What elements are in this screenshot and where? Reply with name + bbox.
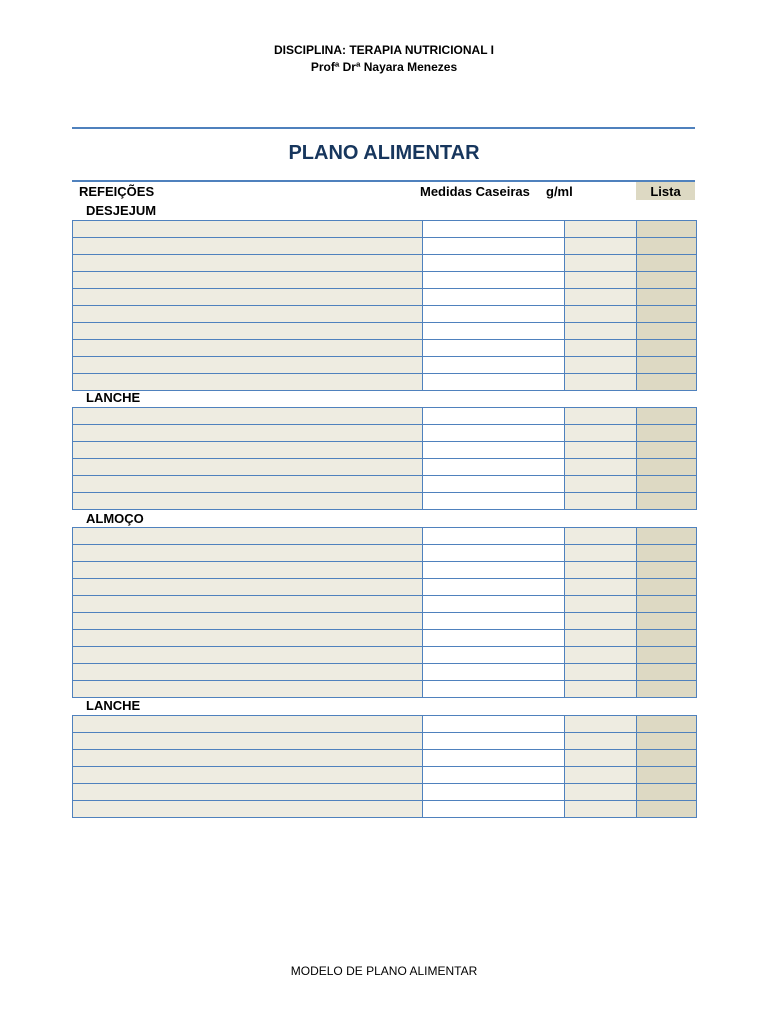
- list-cell[interactable]: [637, 357, 697, 374]
- food-cell[interactable]: [73, 374, 423, 391]
- food-cell[interactable]: [73, 425, 423, 442]
- household-measure-cell[interactable]: [423, 238, 565, 255]
- household-measure-cell[interactable]: [423, 647, 565, 664]
- food-cell[interactable]: [73, 596, 423, 613]
- gml-cell[interactable]: [565, 596, 637, 613]
- list-cell[interactable]: [637, 733, 697, 750]
- household-measure-cell[interactable]: [423, 476, 565, 493]
- food-cell[interactable]: [73, 750, 423, 767]
- food-cell[interactable]: [73, 664, 423, 681]
- list-cell[interactable]: [637, 408, 697, 425]
- household-measure-cell[interactable]: [423, 630, 565, 647]
- professor-line: Profª Drª Nayara Menezes: [310, 60, 458, 74]
- food-cell[interactable]: [73, 323, 423, 340]
- table-row: [73, 801, 697, 818]
- food-cell[interactable]: [73, 238, 423, 255]
- gml-cell[interactable]: [565, 733, 637, 750]
- list-cell[interactable]: [637, 306, 697, 323]
- table-row: [73, 613, 697, 630]
- household-measure-cell[interactable]: [423, 750, 565, 767]
- meal-table-lanche-2: [72, 715, 697, 818]
- title-divider: [72, 180, 695, 182]
- section-label-desjejum: DESJEJUM: [86, 203, 157, 218]
- food-cell[interactable]: [73, 733, 423, 750]
- gml-cell[interactable]: [565, 255, 637, 272]
- gml-cell[interactable]: [565, 801, 637, 818]
- household-measure-cell[interactable]: [423, 664, 565, 681]
- list-cell[interactable]: [637, 596, 697, 613]
- gml-column-header: g/ml: [546, 184, 573, 199]
- list-cell[interactable]: [637, 647, 697, 664]
- list-cell[interactable]: [637, 374, 697, 391]
- gml-cell[interactable]: [565, 306, 637, 323]
- gml-cell[interactable]: [565, 528, 637, 545]
- food-cell[interactable]: [73, 289, 423, 306]
- list-cell[interactable]: [637, 493, 697, 510]
- list-cell[interactable]: [637, 664, 697, 681]
- gml-cell[interactable]: [565, 374, 637, 391]
- food-cell[interactable]: [73, 579, 423, 596]
- meal-table-desjejum: [72, 220, 697, 391]
- gml-cell[interactable]: [565, 221, 637, 238]
- table-row: [73, 476, 697, 493]
- gml-cell[interactable]: [565, 681, 637, 698]
- table-row: [73, 596, 697, 613]
- gml-cell[interactable]: [565, 647, 637, 664]
- gml-cell[interactable]: [565, 442, 637, 459]
- food-cell[interactable]: [73, 221, 423, 238]
- food-cell[interactable]: [73, 476, 423, 493]
- table-row: [73, 289, 697, 306]
- gml-cell[interactable]: [565, 784, 637, 801]
- household-measure-cell[interactable]: [423, 562, 565, 579]
- list-cell[interactable]: [637, 221, 697, 238]
- table-row: [73, 733, 697, 750]
- table-row: [73, 545, 697, 562]
- list-cell[interactable]: [637, 801, 697, 818]
- household-measure-cell[interactable]: [423, 374, 565, 391]
- gml-cell[interactable]: [565, 545, 637, 562]
- household-measure-cell[interactable]: [423, 545, 565, 562]
- household-measure-cell[interactable]: [423, 784, 565, 801]
- household-measure-cell[interactable]: [423, 801, 565, 818]
- gml-cell[interactable]: [565, 238, 637, 255]
- household-measure-cell[interactable]: [423, 681, 565, 698]
- table-row: [73, 562, 697, 579]
- list-cell[interactable]: [637, 476, 697, 493]
- table-row: [73, 784, 697, 801]
- gml-cell[interactable]: [565, 579, 637, 596]
- household-measure-cell[interactable]: [423, 425, 565, 442]
- list-cell[interactable]: [637, 425, 697, 442]
- household-measure-cell[interactable]: [423, 716, 565, 733]
- table-row: [73, 681, 697, 698]
- gml-cell[interactable]: [565, 767, 637, 784]
- food-cell[interactable]: [73, 442, 423, 459]
- page-title: PLANO ALIMENTAR: [288, 142, 480, 164]
- household-measure-cell[interactable]: [423, 272, 565, 289]
- food-cell[interactable]: [73, 801, 423, 818]
- gml-cell[interactable]: [565, 476, 637, 493]
- list-cell[interactable]: [637, 784, 697, 801]
- table-row: [73, 664, 697, 681]
- list-cell[interactable]: [637, 630, 697, 647]
- food-cell[interactable]: [73, 528, 423, 545]
- list-cell[interactable]: [637, 681, 697, 698]
- gml-cell[interactable]: [565, 716, 637, 733]
- food-cell[interactable]: [73, 716, 423, 733]
- list-cell[interactable]: [637, 767, 697, 784]
- food-cell[interactable]: [73, 272, 423, 289]
- list-cell[interactable]: [637, 528, 697, 545]
- list-cell[interactable]: [637, 545, 697, 562]
- list-cell[interactable]: [637, 255, 697, 272]
- food-cell[interactable]: [73, 545, 423, 562]
- food-cell[interactable]: [73, 784, 423, 801]
- list-cell[interactable]: [637, 613, 697, 630]
- food-cell[interactable]: [73, 562, 423, 579]
- food-cell[interactable]: [73, 630, 423, 647]
- section-label-lanche-2: LANCHE: [86, 698, 141, 713]
- table-row: [73, 272, 697, 289]
- gml-cell[interactable]: [565, 323, 637, 340]
- household-measure-cell[interactable]: [423, 528, 565, 545]
- food-cell[interactable]: [73, 340, 423, 357]
- table-row: [73, 323, 697, 340]
- household-measure-cell[interactable]: [423, 596, 565, 613]
- gml-cell[interactable]: [565, 340, 637, 357]
- section-label-almoco: ALMOÇO: [86, 511, 144, 526]
- household-measure-cell[interactable]: [423, 221, 565, 238]
- gml-cell[interactable]: [565, 289, 637, 306]
- list-cell[interactable]: [637, 289, 697, 306]
- table-row: [73, 238, 697, 255]
- gml-cell[interactable]: [565, 493, 637, 510]
- food-cell[interactable]: [73, 357, 423, 374]
- section-label-lanche-1: LANCHE: [86, 390, 141, 405]
- gml-cell[interactable]: [565, 357, 637, 374]
- page-footer: MODELO DE PLANO ALIMENTAR: [290, 964, 478, 978]
- list-column-header: Lista: [636, 182, 695, 200]
- household-measure-cell[interactable]: [423, 767, 565, 784]
- table-row: [73, 221, 697, 238]
- table-row: [73, 767, 697, 784]
- table-row: [73, 750, 697, 767]
- gml-cell[interactable]: [565, 664, 637, 681]
- table-row: [73, 528, 697, 545]
- household-measure-cell[interactable]: [423, 289, 565, 306]
- household-measure-cell[interactable]: [423, 579, 565, 596]
- food-cell[interactable]: [73, 408, 423, 425]
- table-row: [73, 340, 697, 357]
- course-line: DISCIPLINA: TERAPIA NUTRICIONAL I: [273, 43, 494, 57]
- meal-table-almoco: [72, 527, 697, 698]
- gml-cell[interactable]: [565, 613, 637, 630]
- gml-cell[interactable]: [565, 459, 637, 476]
- table-row: [73, 459, 697, 476]
- list-cell[interactable]: [637, 272, 697, 289]
- gml-cell[interactable]: [565, 272, 637, 289]
- household-measure-cell[interactable]: [423, 442, 565, 459]
- table-row: [73, 442, 697, 459]
- table-row: [73, 493, 697, 510]
- gml-cell[interactable]: [565, 562, 637, 579]
- gml-cell[interactable]: [565, 750, 637, 767]
- table-row: [73, 408, 697, 425]
- gml-cell[interactable]: [565, 425, 637, 442]
- gml-cell[interactable]: [565, 630, 637, 647]
- household-measure-cell[interactable]: [423, 733, 565, 750]
- top-divider: [72, 127, 695, 129]
- household-measure-cell[interactable]: [423, 357, 565, 374]
- list-cell[interactable]: [637, 442, 697, 459]
- table-row: [73, 306, 697, 323]
- table-row: [73, 579, 697, 596]
- list-cell[interactable]: [637, 562, 697, 579]
- food-cell[interactable]: [73, 613, 423, 630]
- household-measure-cell[interactable]: [423, 459, 565, 476]
- household-measure-cell[interactable]: [423, 255, 565, 272]
- household-measure-cell[interactable]: [423, 340, 565, 357]
- food-cell[interactable]: [73, 647, 423, 664]
- list-cell[interactable]: [637, 716, 697, 733]
- list-cell[interactable]: [637, 459, 697, 476]
- food-cell[interactable]: [73, 255, 423, 272]
- table-row: [73, 647, 697, 664]
- food-cell[interactable]: [73, 767, 423, 784]
- list-cell[interactable]: [637, 340, 697, 357]
- table-row: [73, 357, 697, 374]
- list-cell[interactable]: [637, 750, 697, 767]
- list-cell[interactable]: [637, 579, 697, 596]
- food-cell[interactable]: [73, 459, 423, 476]
- food-cell[interactable]: [73, 681, 423, 698]
- gml-cell[interactable]: [565, 408, 637, 425]
- table-row: [73, 716, 697, 733]
- list-cell[interactable]: [637, 323, 697, 340]
- meal-table-lanche-1: [72, 407, 697, 510]
- table-row: [73, 255, 697, 272]
- table-row: [73, 425, 697, 442]
- household-measure-cell[interactable]: [423, 323, 565, 340]
- household-measure-cell[interactable]: [423, 613, 565, 630]
- meals-column-header: REFEIÇÕES: [79, 184, 155, 199]
- table-row: [73, 630, 697, 647]
- household-measure-cell[interactable]: [423, 408, 565, 425]
- food-cell[interactable]: [73, 493, 423, 510]
- table-row: [73, 374, 697, 391]
- household-measure-cell[interactable]: [423, 306, 565, 323]
- list-cell[interactable]: [637, 238, 697, 255]
- measures-column-header: Medidas Caseiras: [420, 184, 530, 199]
- household-measure-cell[interactable]: [423, 493, 565, 510]
- food-cell[interactable]: [73, 306, 423, 323]
